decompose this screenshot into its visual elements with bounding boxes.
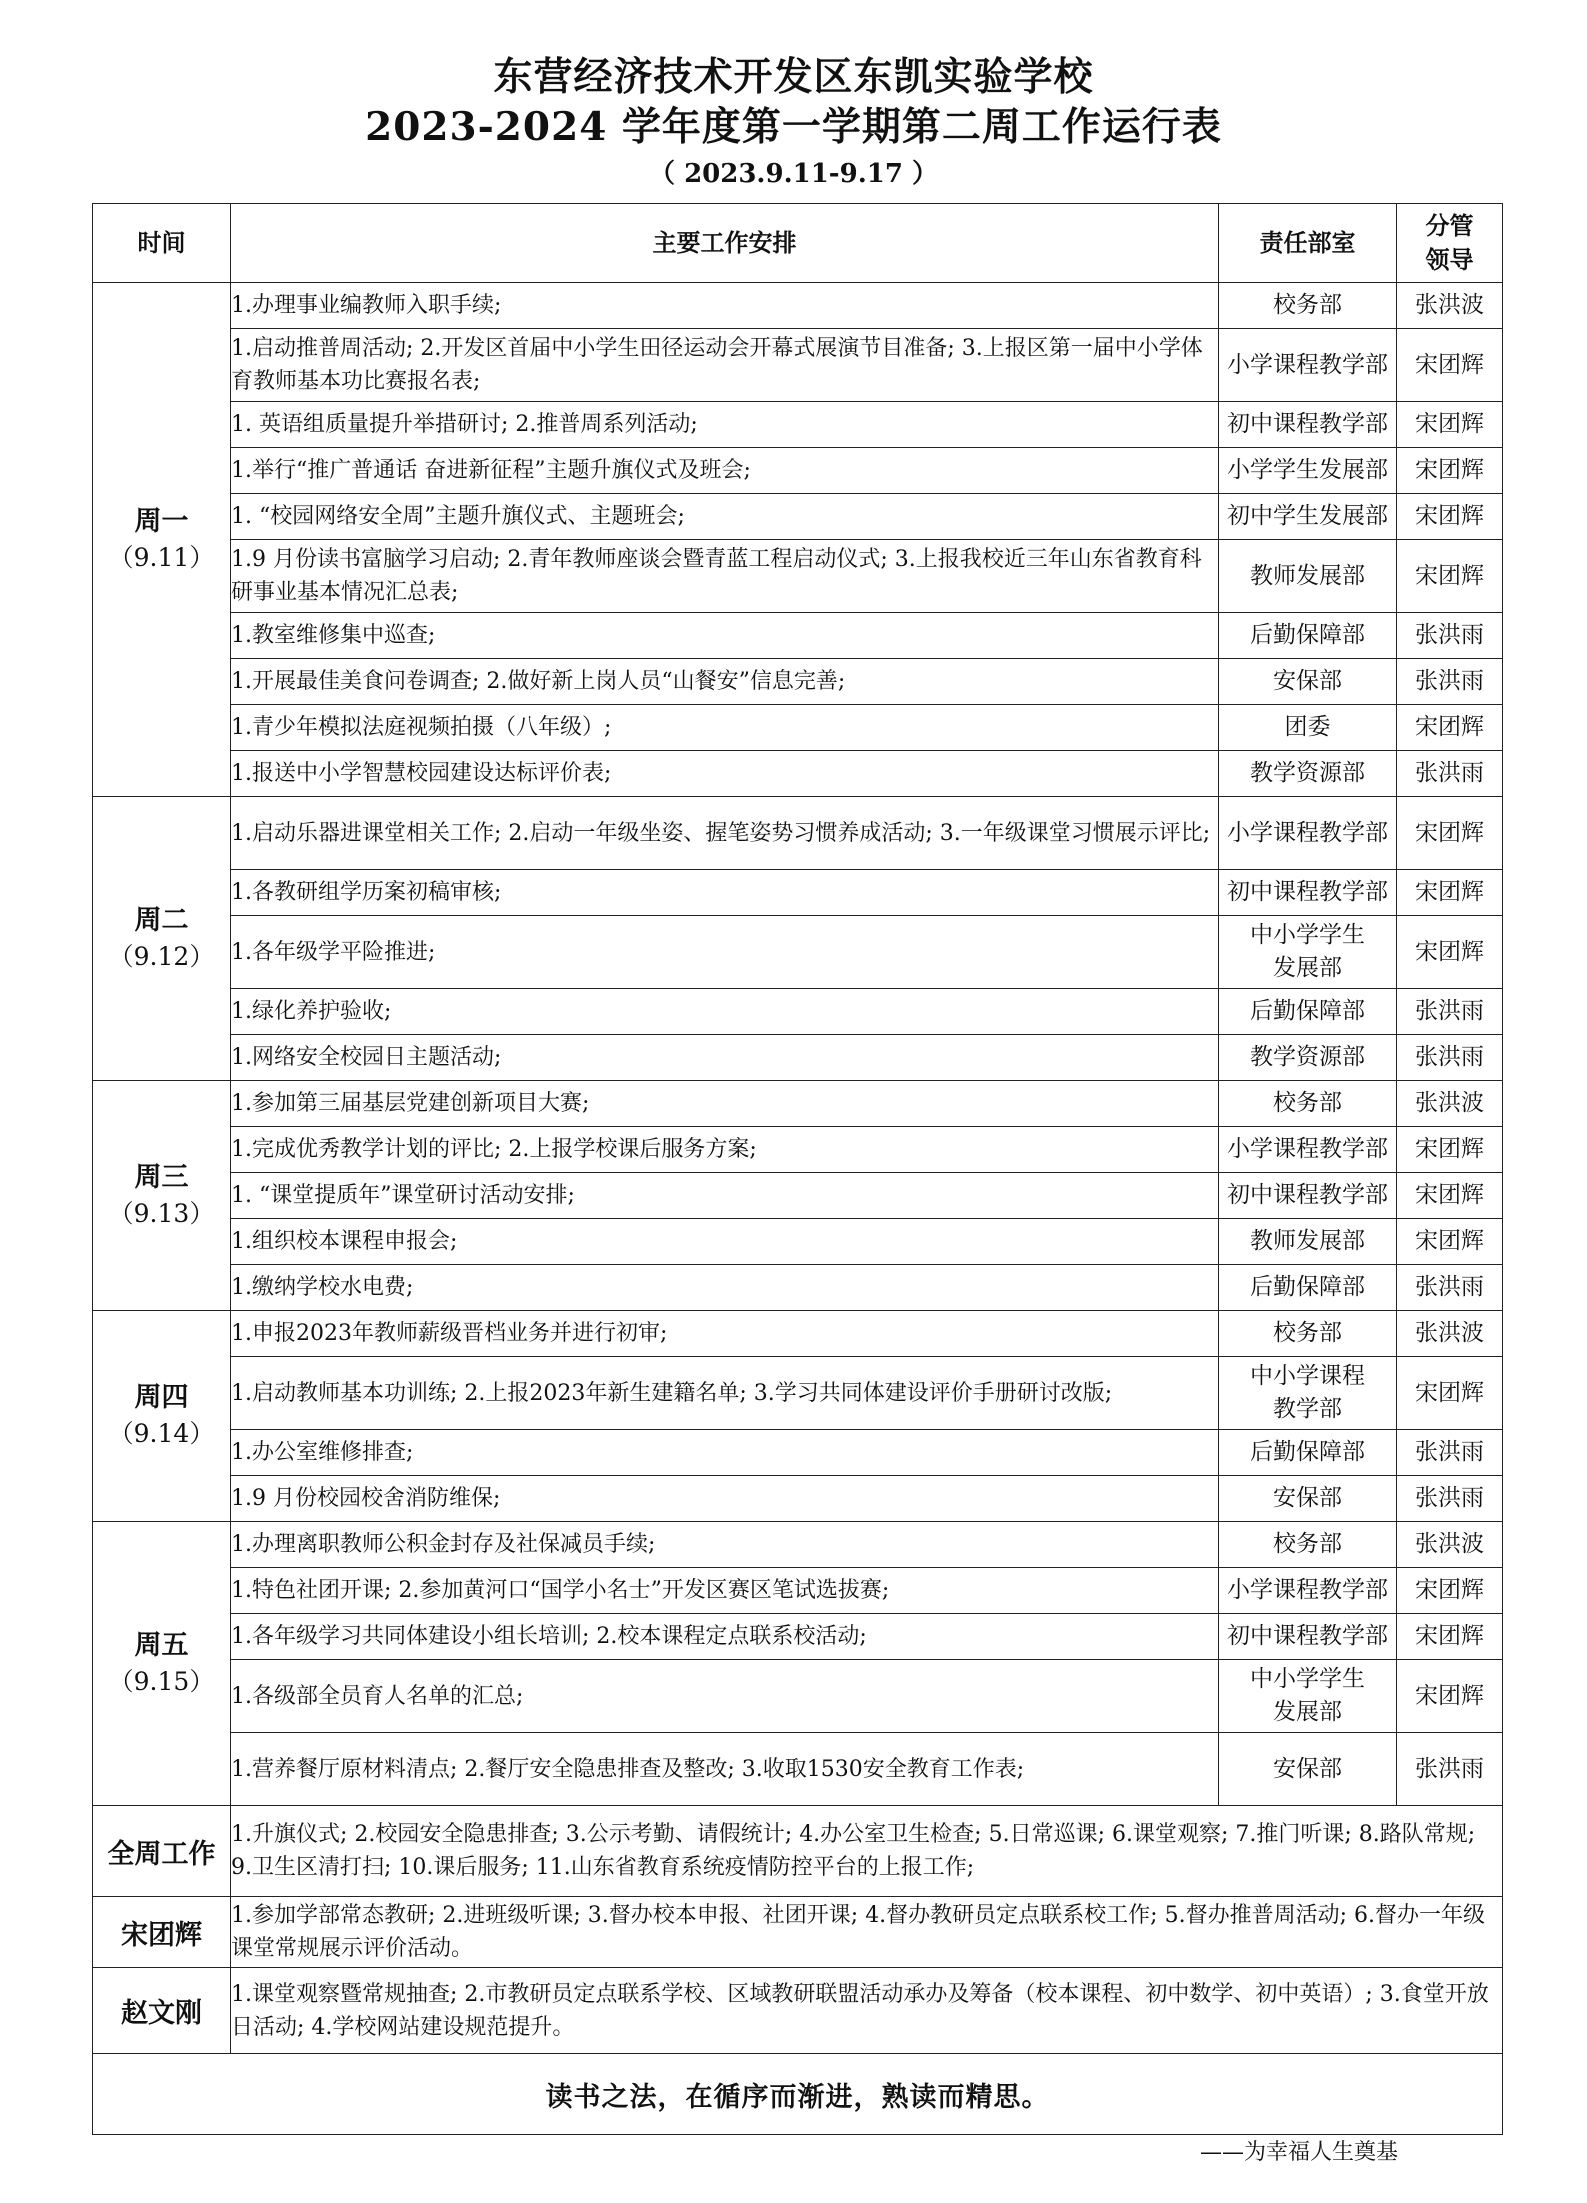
dept-label: 教师发展部 <box>1250 1228 1365 1254</box>
table-row <box>93 1522 1503 1568</box>
day-name: 周二 <box>134 904 189 936</box>
leader-cell: 宋团辉 <box>1397 797 1503 870</box>
dept-cell <box>1219 751 1397 797</box>
reading-quote: 读书之法，在循序而渐进，熟读而精思。 <box>93 2054 1503 2135</box>
table-row <box>93 870 1503 916</box>
col-header-tasks: 主要工作安排 <box>231 204 1219 283</box>
dept-label: 小学课程教学部 <box>1227 1136 1388 1162</box>
day-cell <box>93 283 231 797</box>
task-cell: 1.办理事业编教师入职手续; <box>231 283 1219 329</box>
task-cell: 1.9 月份校园校舍消防维保; <box>231 1476 1219 1522</box>
summary-label: 赵文刚 <box>93 1968 231 2054</box>
dept-cell <box>1219 448 1397 494</box>
table-row <box>93 1081 1503 1127</box>
dept-cell <box>1219 1311 1397 1357</box>
leader-cell: 张洪波 <box>1397 1522 1503 1568</box>
dept-label: 初中学生发展部 <box>1227 503 1388 529</box>
task-cell: 1.各年级学习共同体建设小组长培训; 2.校本课程定点联系校活动; <box>231 1614 1219 1660</box>
dept-cell <box>1219 1660 1397 1733</box>
dept-cell <box>1219 1568 1397 1614</box>
dept-label: 校务部 <box>1273 292 1342 318</box>
task-cell: 1.各级部全员育人名单的汇总; <box>231 1660 1219 1733</box>
task-cell: 1. “校园网络安全周”主题升旗仪式、主题班会; <box>231 494 1219 540</box>
dept-cell <box>1219 1430 1397 1476</box>
dept-cell <box>1219 797 1397 870</box>
dept-label: 校务部 <box>1273 1531 1342 1557</box>
dept-label: 初中课程教学部 <box>1227 411 1388 437</box>
dept-label: 教学资源部 <box>1250 760 1365 786</box>
task-cell: 1.报送中小学智慧校园建设达标评价表; <box>231 751 1219 797</box>
dept-cell <box>1219 1265 1397 1311</box>
summary-label: 全周工作 <box>93 1806 231 1897</box>
schedule-table <box>92 203 1503 2135</box>
task-cell: 1.启动教师基本功训练; 2.上报2023年新生建籍名单; 3.学习共同体建设评价手册研讨改版; <box>231 1357 1219 1430</box>
leader-cell: 张洪雨 <box>1397 989 1503 1035</box>
dept-label: 小学课程教学部 <box>1227 351 1388 378</box>
table-row <box>93 916 1503 989</box>
dept-cell <box>1219 916 1397 989</box>
dept-cell <box>1219 1733 1397 1806</box>
dept-cell <box>1219 283 1397 329</box>
task-cell: 1.青少年模拟法庭视频拍摄（八年级）; <box>231 705 1219 751</box>
table-row <box>93 1127 1503 1173</box>
task-cell: 1.申报2023年教师薪级晋档业务并进行初审; <box>231 1311 1219 1357</box>
task-cell: 1.启动推普周活动; 2.开发区首届中小学生田径运动会开幕式展演节目准备; 3.上报区第一届中小学体育教师基本功比赛报名表; <box>231 329 1219 402</box>
table-row <box>93 329 1503 402</box>
day-cell <box>93 1311 231 1522</box>
dept-label: 教师发展部 <box>1250 562 1365 589</box>
school-title: 东营经济技术开发区东凯实验学校 <box>493 54 1094 100</box>
leader-cell: 宋团辉 <box>1397 1614 1503 1660</box>
dept-cell <box>1219 329 1397 402</box>
task-cell: 1.营养餐厅原材料清点; 2.餐厅安全隐患排查及整改; 3.收取1530安全教育工作表; <box>231 1733 1219 1806</box>
task-cell: 1.办公室维修排查; <box>231 1430 1219 1476</box>
summary-text: 1.课堂观察暨常规抽查; 2.市教研员定点联系学校、区域教研联盟活动承办及筹备（校本课程、初中数学、初中英语）; 3.食堂开放日活动; 4.学校网站建设规范提升。 <box>231 1968 1503 2054</box>
dept-cell <box>1219 989 1397 1035</box>
task-cell: 1.举行“推广普通话 奋进新征程”主题升旗仪式及班会; <box>231 448 1219 494</box>
task-cell: 1.各教研组学历案初稿审核; <box>231 870 1219 916</box>
day-date: （9.12） <box>108 941 215 971</box>
summary-row <box>93 1897 1503 1968</box>
dept-label: 安保部 <box>1273 1755 1342 1782</box>
table-row <box>93 989 1503 1035</box>
table-row <box>93 1035 1503 1081</box>
dept-cell <box>1219 1357 1397 1430</box>
dept-label: 教学资源部 <box>1250 1044 1365 1070</box>
leader-cell: 张洪波 <box>1397 283 1503 329</box>
leader-cell: 宋团辉 <box>1397 1660 1503 1733</box>
table-row <box>93 448 1503 494</box>
dept-cell <box>1219 1127 1397 1173</box>
leader-cell: 宋团辉 <box>1397 1127 1503 1173</box>
dept-cell <box>1219 1173 1397 1219</box>
table-row <box>93 797 1503 870</box>
task-cell: 1.教室维修集中巡查; <box>231 613 1219 659</box>
task-cell: 1.组织校本课程申报会; <box>231 1219 1219 1265</box>
dept-label: 小学课程教学部 <box>1227 1577 1388 1603</box>
task-cell: 1.开展最佳美食问卷调查; 2.做好新上岗人员“山餐安”信息完善; <box>231 659 1219 705</box>
leader-cell: 张洪雨 <box>1397 613 1503 659</box>
day-date: （9.14） <box>108 1419 215 1448</box>
dept-label: 后勤保障部 <box>1250 1274 1365 1300</box>
col-header-time: 时间 <box>93 204 231 283</box>
day-date: （9.15） <box>108 1666 215 1696</box>
dept-cell <box>1219 1476 1397 1522</box>
leader-cell: 张洪雨 <box>1397 1733 1503 1806</box>
task-cell: 1.9 月份读书富脑学习启动; 2.青年教师座谈会暨青蓝工程启动仪式; 3.上报我校近三年山东省教育科研事业基本情况汇总表; <box>231 540 1219 613</box>
leader-cell: 张洪雨 <box>1397 1476 1503 1522</box>
document-header <box>0 52 1587 194</box>
dept-label: 安保部 <box>1273 1485 1342 1511</box>
leader-cell: 宋团辉 <box>1397 870 1503 916</box>
task-cell: 1.完成优秀教学计划的评比; 2.上报学校课后服务方案; <box>231 1127 1219 1173</box>
task-cell: 1.网络安全校园日主题活动; <box>231 1035 1219 1081</box>
dept-label: 初中课程教学部 <box>1227 1623 1388 1649</box>
day-date: （9.13） <box>108 1198 215 1228</box>
leader-cell: 张洪雨 <box>1397 751 1503 797</box>
date-range: （ 2023.9.11-9.17 ） <box>649 159 938 189</box>
table-row <box>93 540 1503 613</box>
table-row <box>93 402 1503 448</box>
table-row <box>93 283 1503 329</box>
leader-cell: 张洪波 <box>1397 1081 1503 1127</box>
table-row <box>93 1311 1503 1357</box>
summary-text: 1.升旗仪式; 2.校园安全隐患排查; 3.公示考勤、请假统计; 4.办公室卫生检查; 5.日常巡课; 6.课堂观察; 7.推门听课; 8.路队常规; 9.卫生区清打扫; 10.课后服务; 11.山东省教育系统疫情防控平台的上报工作; <box>231 1806 1503 1897</box>
leader-cell: 张洪雨 <box>1397 659 1503 705</box>
table-row <box>93 1357 1503 1430</box>
dept-cell <box>1219 613 1397 659</box>
day-cell <box>93 797 231 1081</box>
leader-cell: 宋团辉 <box>1397 329 1503 402</box>
task-cell: 1.特色社团开课; 2.参加黄河口“国学小名士”开发区赛区笔试选拔赛; <box>231 1568 1219 1614</box>
table-row <box>93 613 1503 659</box>
leader-cell: 宋团辉 <box>1397 916 1503 989</box>
table-row <box>93 1733 1503 1806</box>
leader-cell: 宋团辉 <box>1397 1357 1503 1430</box>
task-cell: 1.各年级学平险推进; <box>231 916 1219 989</box>
dept-cell <box>1219 1219 1397 1265</box>
dept-label: 校务部 <box>1273 1320 1342 1346</box>
leader-cell: 张洪雨 <box>1397 1035 1503 1081</box>
task-cell: 1. “课堂提质年”课堂研讨活动安排; <box>231 1173 1219 1219</box>
day-name: 周五 <box>134 1629 189 1661</box>
dept-label: 中小学课程教学部 <box>1250 1363 1365 1422</box>
dept-cell <box>1219 1614 1397 1660</box>
summary-row <box>93 1968 1503 2054</box>
dept-cell <box>1219 402 1397 448</box>
leader-cell: 宋团辉 <box>1397 494 1503 540</box>
table-row <box>93 1173 1503 1219</box>
leader-cell: 宋团辉 <box>1397 402 1503 448</box>
leader-cell: 宋团辉 <box>1397 1173 1503 1219</box>
summary-label: 宋团辉 <box>93 1897 231 1968</box>
task-cell: 1.绿化养护验收; <box>231 989 1219 1035</box>
table-row <box>93 751 1503 797</box>
dept-cell <box>1219 659 1397 705</box>
dept-label: 初中课程教学部 <box>1227 1182 1388 1208</box>
table-row <box>93 705 1503 751</box>
day-cell <box>93 1522 231 1806</box>
dept-cell <box>1219 1081 1397 1127</box>
leader-cell: 宋团辉 <box>1397 705 1503 751</box>
leader-cell: 张洪波 <box>1397 1311 1503 1357</box>
dept-cell <box>1219 494 1397 540</box>
dept-label: 小学学生发展部 <box>1227 457 1388 483</box>
dept-label: 后勤保障部 <box>1250 1439 1365 1465</box>
dept-label: 校务部 <box>1273 1090 1342 1116</box>
table-row <box>93 1219 1503 1265</box>
table-row <box>93 1614 1503 1660</box>
table-row <box>93 1430 1503 1476</box>
leader-cell: 张洪雨 <box>1397 1430 1503 1476</box>
table-row <box>93 1476 1503 1522</box>
task-cell: 1.缴纳学校水电费; <box>231 1265 1219 1311</box>
day-date: （9.11） <box>108 542 215 572</box>
dept-label: 中小学学生发展部 <box>1250 1666 1365 1725</box>
dept-cell <box>1219 1522 1397 1568</box>
task-cell: 1.办理离职教师公积金封存及社保减员手续; <box>231 1522 1219 1568</box>
school-motto: ——为幸福人生奠基 <box>1200 2140 1399 2165</box>
table-row <box>93 1568 1503 1614</box>
leader-cell: 宋团辉 <box>1397 448 1503 494</box>
dept-label: 团委 <box>1284 714 1331 740</box>
col-header-dept: 责任部室 <box>1219 204 1397 283</box>
dept-label: 安保部 <box>1273 668 1342 694</box>
day-name: 周四 <box>134 1382 189 1413</box>
leader-cell: 宋团辉 <box>1397 1219 1503 1265</box>
dept-cell <box>1219 540 1397 613</box>
task-cell: 1. 英语组质量提升举措研讨; 2.推普周系列活动; <box>231 402 1219 448</box>
task-cell: 1.参加第三届基层党建创新项目大赛; <box>231 1081 1219 1127</box>
dept-label: 后勤保障部 <box>1250 998 1365 1024</box>
dept-label: 后勤保障部 <box>1250 622 1365 648</box>
col-header-leader: 分管领导 <box>1397 204 1503 283</box>
dept-cell <box>1219 705 1397 751</box>
dept-label: 小学课程教学部 <box>1227 819 1388 846</box>
task-cell: 1.启动乐器进课堂相关工作; 2.启动一年级坐姿、握笔姿势习惯养成活动; 3.一年级课堂习惯展示评比; <box>231 797 1219 870</box>
dept-label: 中小学学生发展部 <box>1250 922 1365 981</box>
table-row <box>93 494 1503 540</box>
table-row <box>93 1265 1503 1311</box>
quote-row <box>93 2054 1503 2135</box>
schedule-title: 2023-2024 学年度第一学期第二周工作运行表 <box>365 104 1222 150</box>
table-row <box>93 659 1503 705</box>
dept-cell <box>1219 870 1397 916</box>
dept-cell <box>1219 1035 1397 1081</box>
day-cell <box>93 1081 231 1311</box>
summary-text: 1.参加学部常态教研; 2.进班级听课; 3.督办校本申报、社团开课; 4.督办教研员定点联系校工作; 5.督办推普周活动; 6.督办一年级课堂常规展示评价活动。 <box>231 1897 1503 1968</box>
leader-cell: 张洪雨 <box>1397 1265 1503 1311</box>
leader-cell: 宋团辉 <box>1397 1568 1503 1614</box>
day-name: 周一 <box>134 505 189 537</box>
dept-label: 初中课程教学部 <box>1227 879 1388 905</box>
summary-row <box>93 1806 1503 1897</box>
day-name: 周三 <box>134 1161 189 1193</box>
leader-cell: 宋团辉 <box>1397 540 1503 613</box>
table-row <box>93 1660 1503 1733</box>
